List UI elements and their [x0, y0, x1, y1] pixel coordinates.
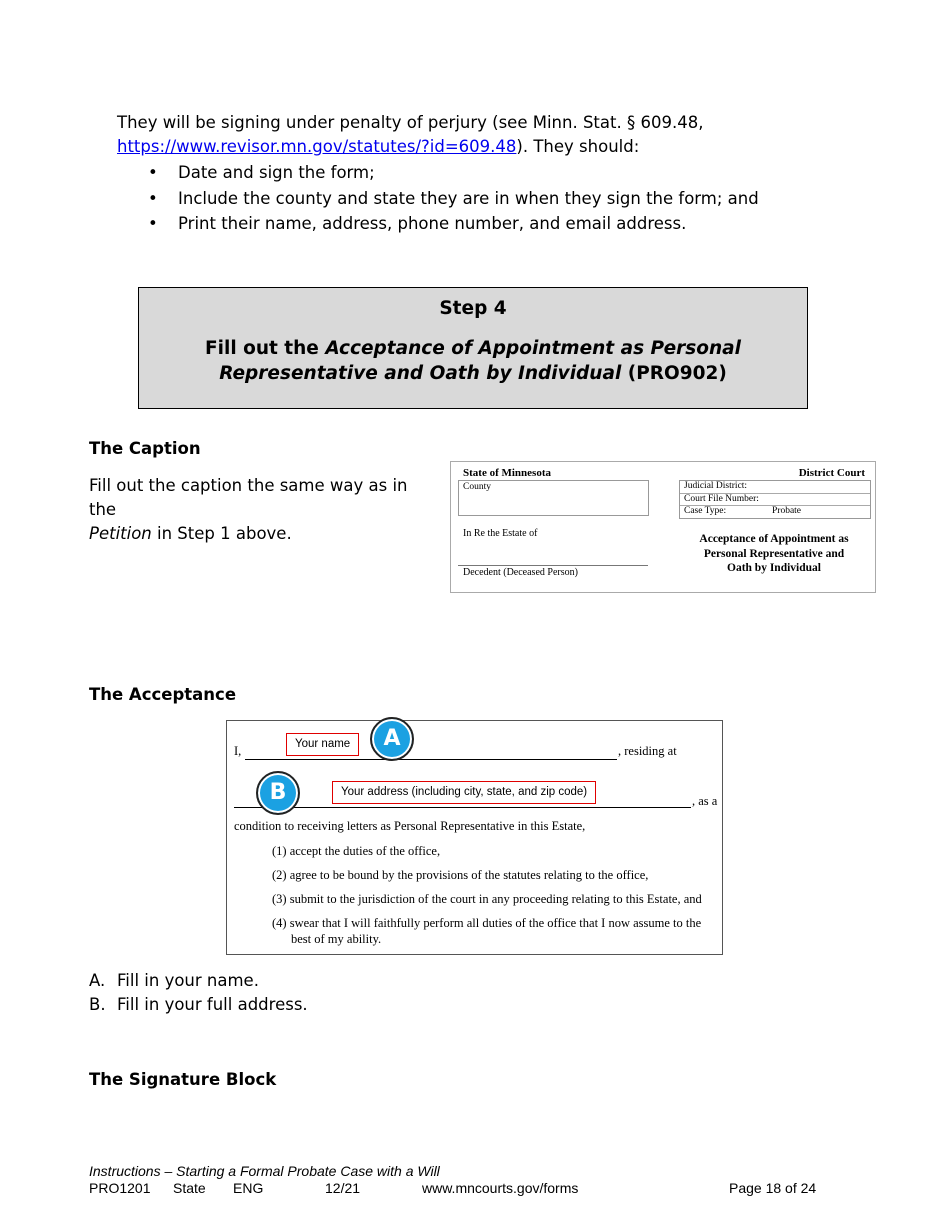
- list-item: (1) accept the duties of the office,: [272, 844, 441, 858]
- form-state: State of Minnesota: [463, 467, 551, 479]
- your-name-callout: Your name: [286, 733, 359, 756]
- your-address-callout: Your address (including city, state, and zip code): [332, 781, 596, 804]
- list-item: (2) agree to be bound by the provisions of the statutes relating to the office,: [272, 868, 649, 882]
- intro-line-1: They will be signing under penalty of perjury (see Minn. Stat. § 609.48,: [117, 113, 704, 132]
- list-item: A. Fill in your name.: [89, 971, 259, 990]
- footer-state: State: [173, 1180, 206, 1196]
- acceptance-heading: The Acceptance: [89, 685, 237, 704]
- decedent-line: [458, 565, 648, 566]
- caption-form-image: [450, 461, 876, 593]
- acceptance-form-image: [226, 720, 723, 955]
- list-item-cont: best of my ability.: [291, 932, 382, 946]
- step-title: Step 4: [439, 298, 507, 319]
- marker-b-icon: B: [256, 771, 300, 815]
- list-item: • Include the county and state they are in when they sign the form; and: [118, 186, 838, 212]
- footer-page: Page 18 of 24: [729, 1180, 817, 1196]
- list-item: • Print their name, address, phone number, and email address.: [118, 211, 838, 237]
- list-item: (3) submit to the jurisdiction of the court in any proceeding relating to this Estate, and: [272, 892, 702, 906]
- list-item: • Date and sign the form;: [118, 160, 838, 186]
- form-residing-label: , residing at: [618, 744, 677, 758]
- list-item: (4) swear that I will faithfully perform all duties of the office that I now assume to the: [272, 916, 702, 930]
- caption-heading: The Caption: [89, 439, 201, 458]
- decedent-label: Decedent (Deceased Person): [463, 567, 578, 578]
- acceptance-instructions: [89, 969, 308, 1017]
- form-i-label: I,: [234, 744, 242, 758]
- address-line: [234, 807, 691, 808]
- form-condition-text: condition to receiving letters as Personal Representative in this Estate,: [234, 819, 586, 833]
- intro-paragraph: [117, 111, 817, 159]
- intro-bullet-list: [118, 160, 838, 237]
- footer-lang: ENG: [233, 1180, 264, 1196]
- signature-heading: The Signature Block: [89, 1070, 277, 1089]
- in-re-label: In Re the Estate of: [463, 528, 538, 539]
- intro-line-2: https://www.revisor.mn.gov/statutes/?id=609.48). They should:: [117, 137, 640, 156]
- form-as-a-label: , as a: [692, 794, 718, 808]
- form-court: District Court: [798, 467, 865, 479]
- step-subtitle: Fill out the Acceptance of Appointment as Personal Representative and Oath by Individual (PRO902): [205, 338, 741, 384]
- footer-code: PRO1201: [89, 1180, 151, 1196]
- caption-instructions: Fill out the caption the same way as in the Petition in Step 1 above.: [89, 476, 408, 543]
- county-box: County: [458, 480, 649, 516]
- footer-site: www.mncourts.gov/forms: [422, 1180, 579, 1196]
- footer-title: Instructions – Starting a Formal Probate Case with a Will: [89, 1163, 440, 1179]
- name-line: [245, 759, 617, 760]
- form-title: Acceptance of Appointment as Personal Representative and Oath by Individual: [699, 533, 849, 574]
- marker-a-icon: A: [370, 717, 414, 761]
- footer-info: [89, 1180, 849, 1198]
- step-4-box: [138, 287, 808, 409]
- form-duties-list: [272, 843, 717, 947]
- case-info-box: Judicial District: Court File Number: Case Type: Probate: [679, 480, 871, 519]
- footer-date: 12/21: [325, 1180, 361, 1196]
- statute-link[interactable]: https://www.revisor.mn.gov/statutes/?id=609.48: [117, 137, 517, 156]
- list-item: B. Fill in your full address.: [89, 995, 308, 1014]
